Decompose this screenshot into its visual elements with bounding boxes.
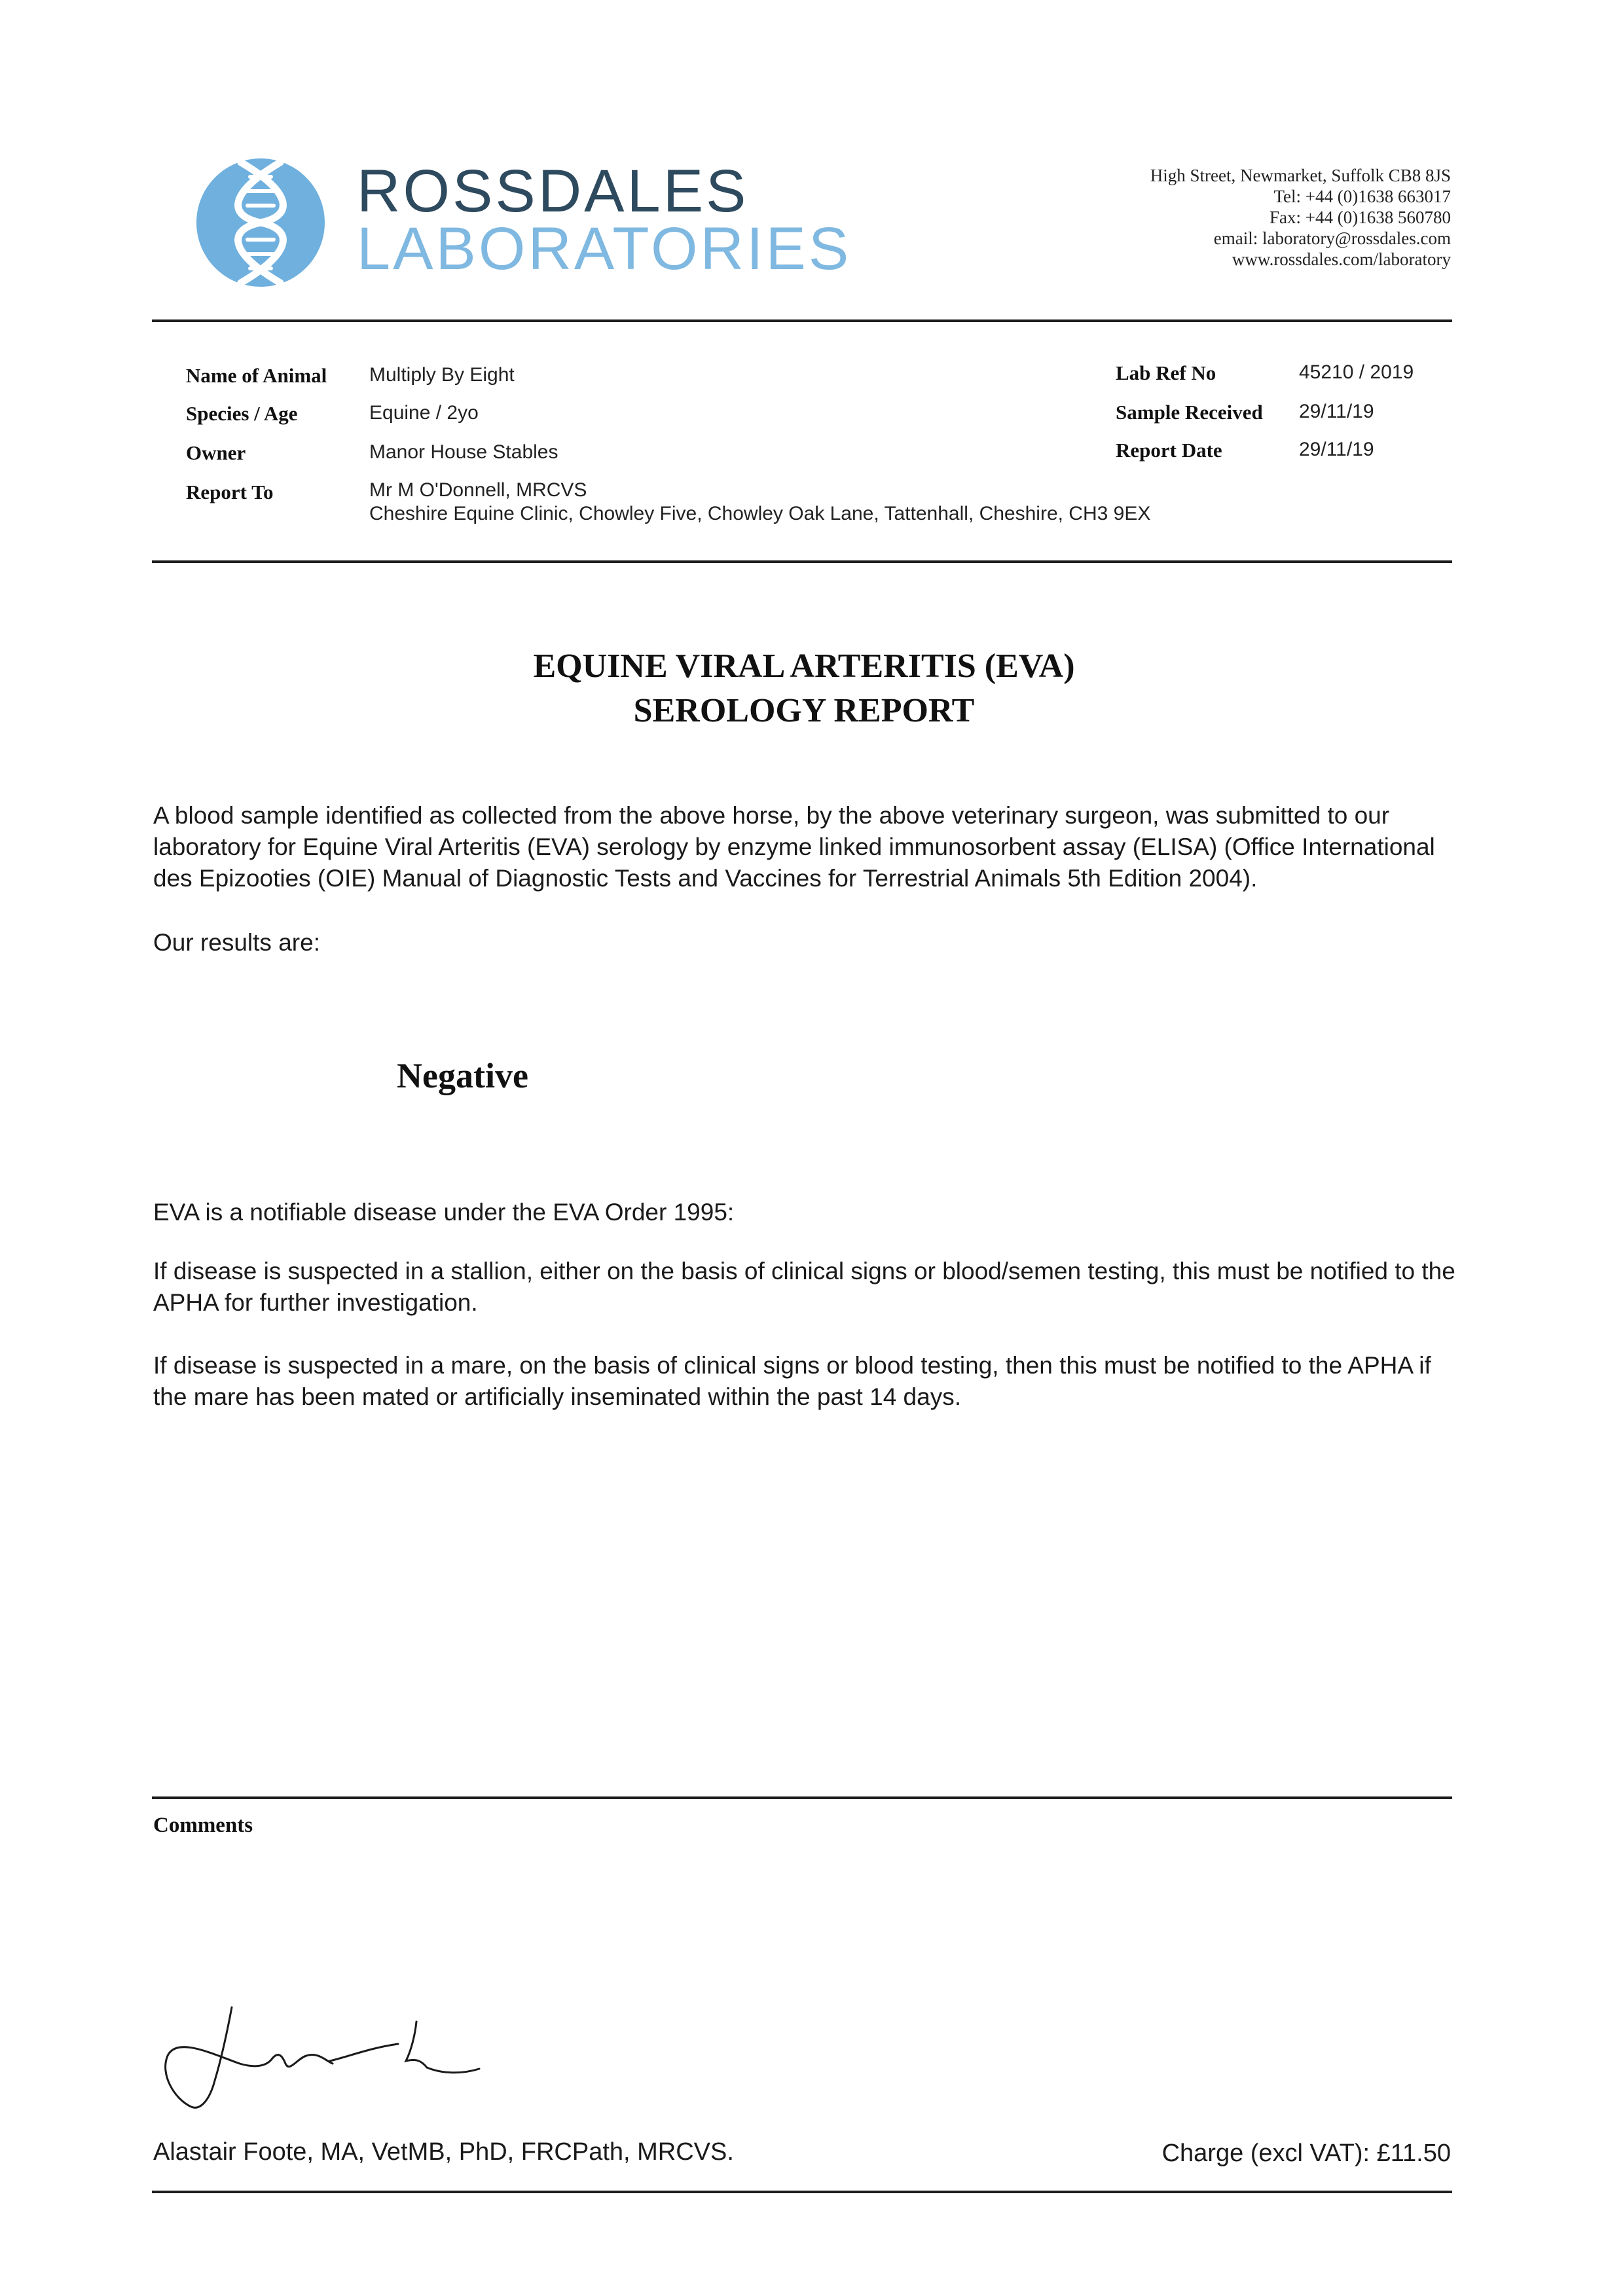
results-lead: Our results are: [153, 929, 320, 956]
report-to-address: Cheshire Equine Clinic, Chowley Five, Chowley Oak Lane, Tattenhall, Cheshire, CH3 9EX [369, 503, 1151, 524]
comments-divider [152, 1796, 1452, 1799]
test-result: Negative [397, 1056, 528, 1095]
charge-amount: Charge (excl VAT): £11.50 [1161, 2140, 1451, 2167]
logo-wordmark-laboratories: LABORATORIES [357, 215, 852, 282]
signature-image [155, 1995, 495, 2126]
report-date-value: 29/11/19 [1299, 439, 1374, 460]
sample-received-value: 29/11/19 [1299, 401, 1374, 422]
report-to-name: Mr M O'Donnell, MRCVS [369, 479, 587, 501]
lab-ref-value: 45210 / 2019 [1299, 361, 1414, 383]
report-title-line2: SEROLOGY REPORT [633, 692, 975, 729]
mare-note: If disease is suspected in a mare, on the basis of clinical signs or blood testing, then this must be notified to the APHA if the mare has been mated or artificially inseminated within the past 14 days. [153, 1352, 1431, 1410]
species-age-value: Equine / 2yo [369, 402, 479, 424]
comments-label: Comments [153, 1813, 253, 1837]
lab-address [1150, 165, 1451, 270]
report-date-label: Report Date [1116, 439, 1222, 462]
address-tel: Tel: +44 (0)1638 663017 [1273, 187, 1451, 206]
name-of-animal-value: Multiply By Eight [369, 364, 515, 386]
notifiable-statement: EVA is a notifiable disease under the EVA Order 1995: [153, 1199, 735, 1226]
report-title-line1: EQUINE VIRAL ARTERITIS (EVA) [533, 647, 1075, 685]
address-web: www.rossdales.com/laboratory [1232, 249, 1451, 269]
owner-value: Manor House Stables [369, 441, 558, 463]
species-age-label: Species / Age [186, 402, 298, 425]
dna-helix-icon [195, 157, 326, 288]
report-to-label: Report To [186, 481, 274, 503]
header-divider [152, 319, 1452, 322]
name-of-animal-label: Name of Animal [186, 364, 327, 387]
footer-divider [152, 2191, 1452, 2193]
details-divider [152, 560, 1452, 563]
address-email: email: laboratory@rossdales.com [1213, 228, 1451, 248]
logo-wordmark-rossdales: ROSSDALES [357, 158, 749, 225]
intro-paragraph: A blood sample identified as collected from the above horse, by the above veterinary surgeon, was submitted to our laboratory for Equine Viral Arteritis (EVA) serology by enzyme linked immunosorbent assay (ELISA) (Office International des Epizooties (OIE) Manual of Diagnostic Tests and Vaccines for Terrestrial Animals 5th Edition 2004). [153, 802, 1435, 892]
stallion-note: If disease is suspected in a stallion, either on the basis of clinical signs or blood/semen testing, this must be notified to the APHA for further investigation. [153, 1258, 1455, 1316]
lab-ref-label: Lab Ref No [1116, 361, 1216, 384]
signer-name: Alastair Foote, MA, VetMB, PhD, FRCPath, MRCVS. [153, 2138, 734, 2166]
owner-label: Owner [186, 441, 246, 464]
sample-received-label: Sample Received [1116, 401, 1263, 424]
address-fax: Fax: +44 (0)1638 560780 [1270, 208, 1451, 227]
address-street: High Street, Newmarket, Suffolk CB8 8JS [1150, 166, 1451, 185]
